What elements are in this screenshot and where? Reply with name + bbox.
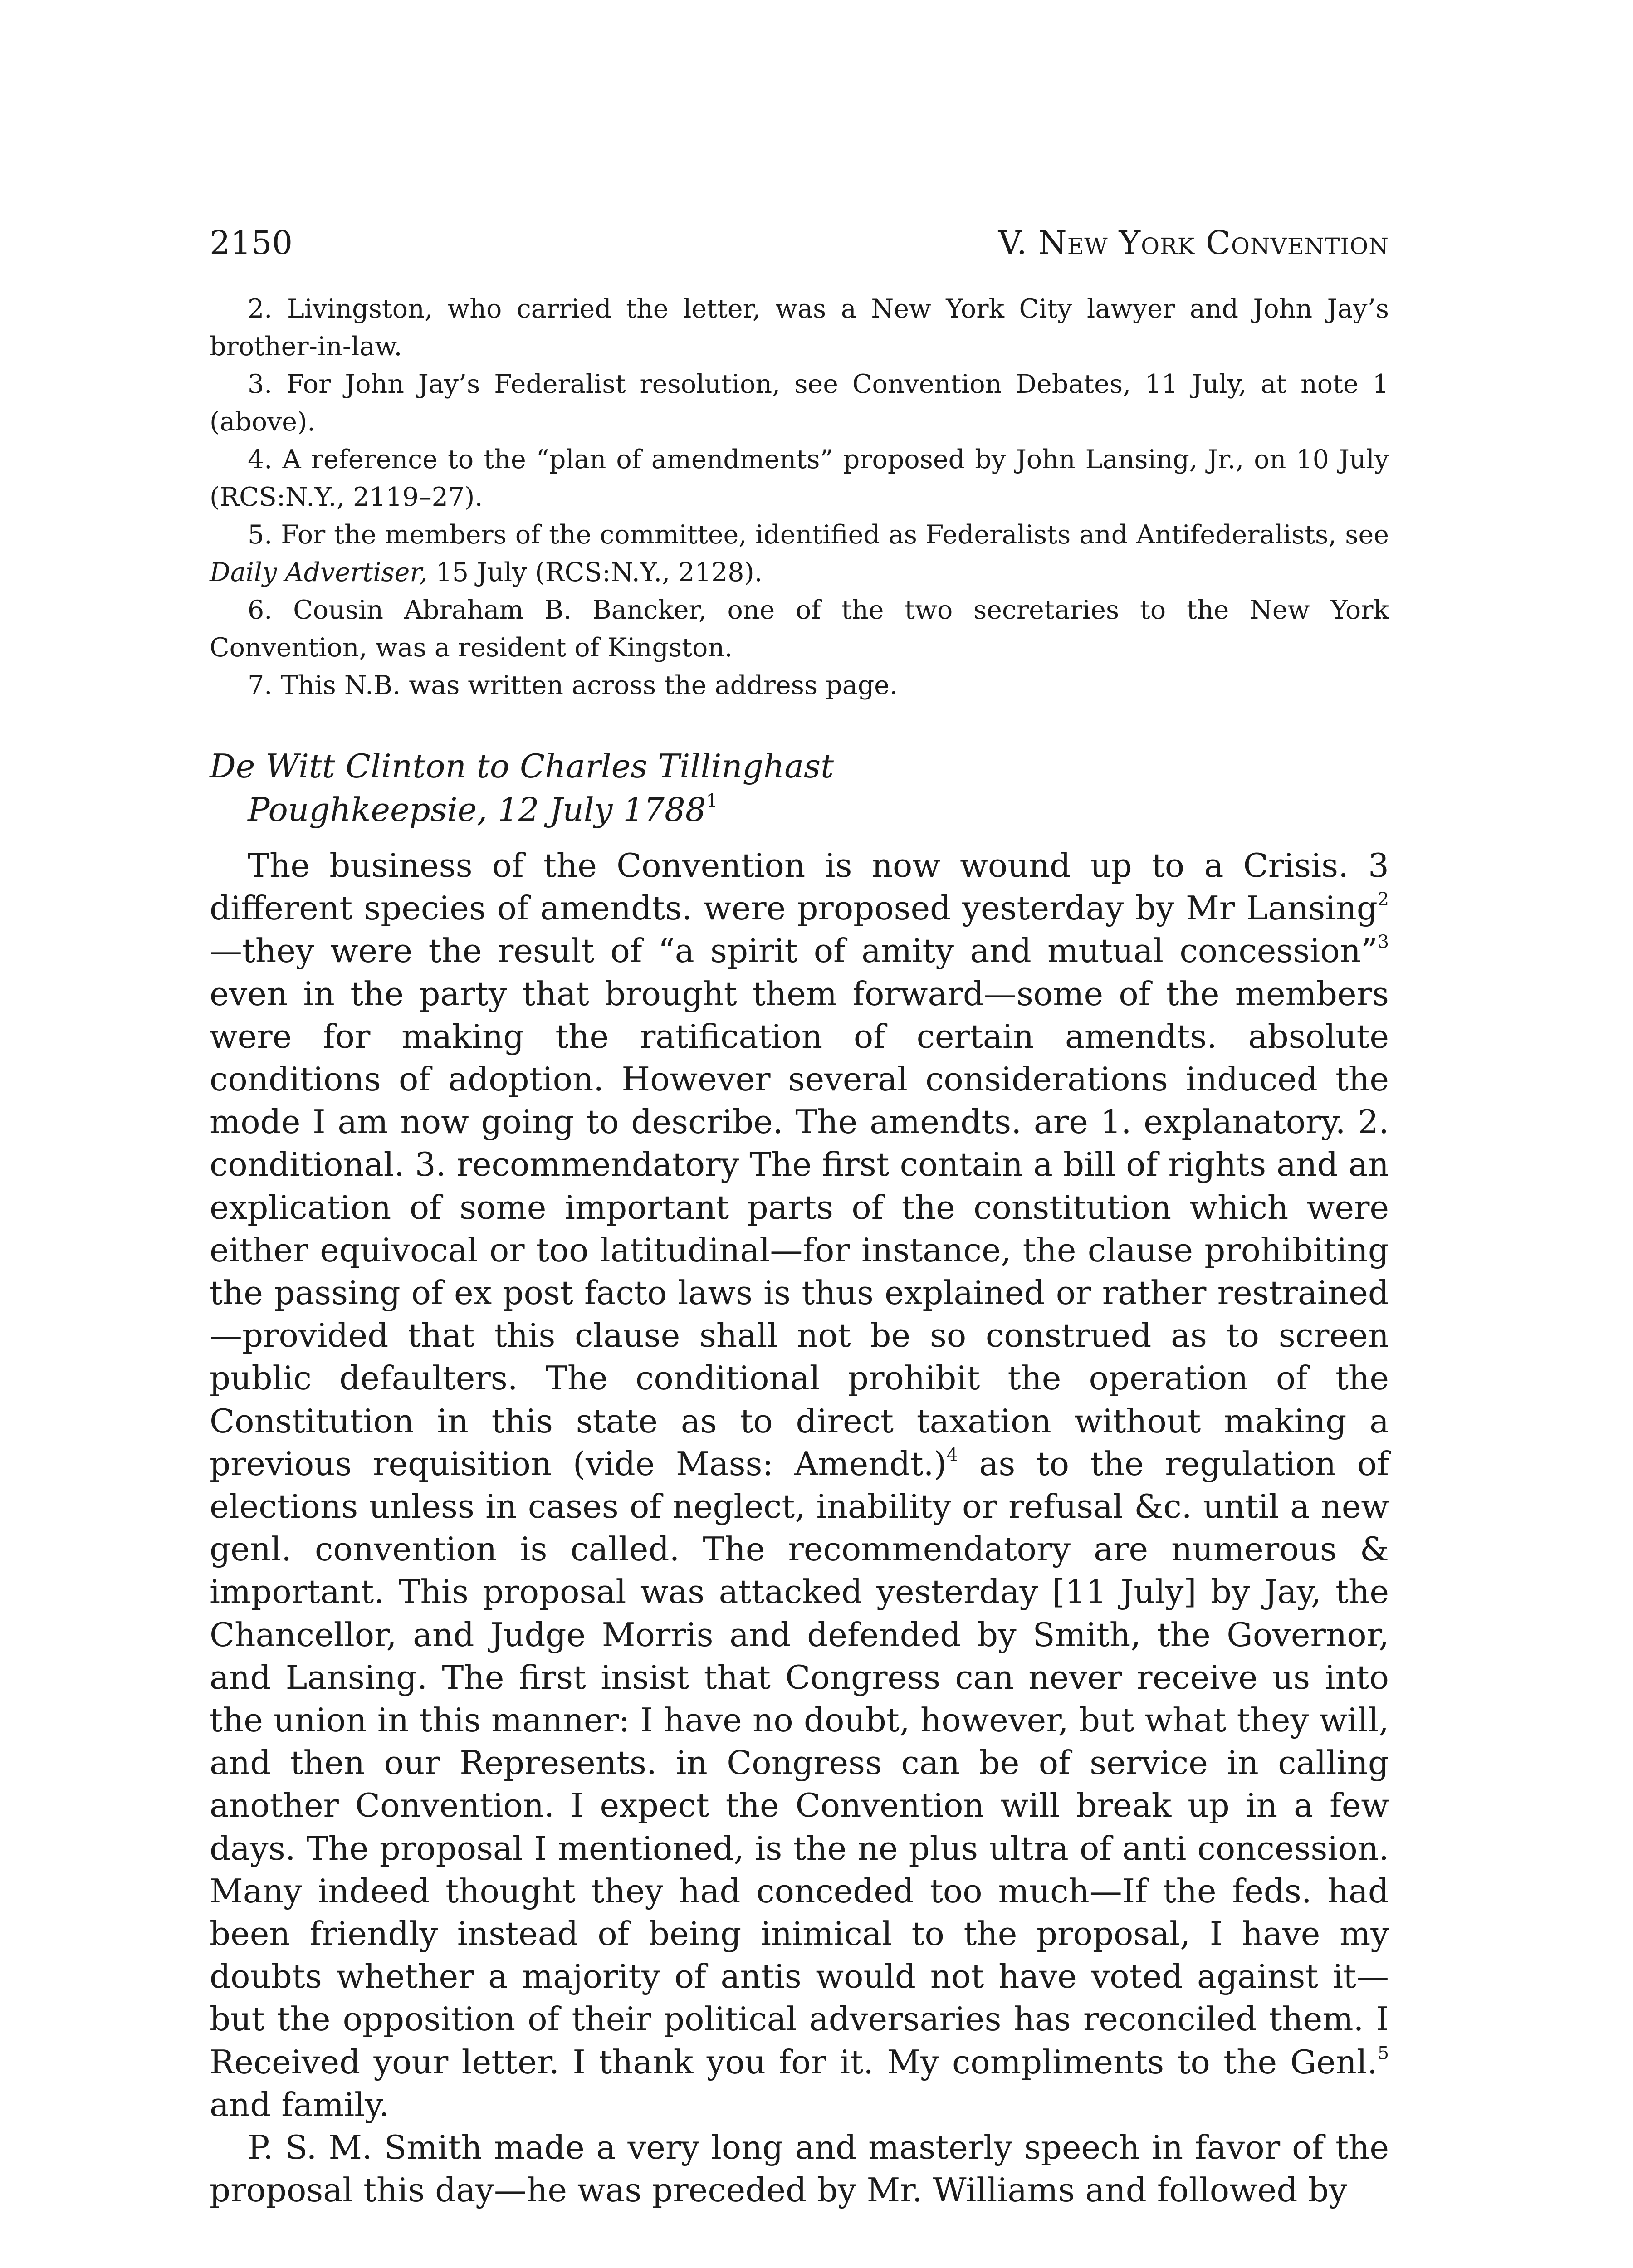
footnotes — [210, 290, 1389, 704]
footnote-number: 3. — [248, 369, 273, 399]
paragraph-text: —they were the result of “a spirit of amity and mutual concession” — [210, 932, 1378, 970]
note-reference: 1 — [706, 790, 718, 811]
paragraph-text: even in the party that brought them forward—some of the members were for making the ratification of certain amendts. absolute conditions of adoption. However several considerations induced the mode I am now going to describe. The amendts. are 1. explanatory. 2. conditional. 3. recommendatory The first contain a bill of rights and an explication of some important parts of the constitution which were either equivocal or too latitudinal—for instance, the clause prohibiting the passing of ex post facto laws is thus explained or rather restrained—provided that this clause shall not be so construed as to screen public defaulters. The conditional prohibit the operation of the Constitution in this state as to direct taxation without making a previous requisition (vide Mass: Amendt.) — [210, 974, 1389, 1483]
note-reference: 2 — [1377, 889, 1389, 910]
document-dateline — [210, 788, 1389, 831]
letter-body — [210, 844, 1389, 2212]
footnote — [210, 290, 1389, 366]
section-title: V. New York Convention — [998, 224, 1389, 262]
footnote-number: 6. — [248, 595, 273, 625]
footnote-text: For the members of the committee, identified as Federalists and Antifederalists, see — [281, 520, 1389, 550]
footnote-publication-title: Daily Advertiser, — [210, 557, 428, 587]
note-reference: 5 — [1377, 2043, 1389, 2064]
footnote-number: 7. — [248, 670, 273, 700]
footnote-number: 5. — [248, 520, 273, 550]
footnote — [210, 591, 1389, 667]
page-number: 2150 — [210, 224, 293, 262]
footnote — [210, 667, 1389, 704]
footnote — [210, 516, 1389, 591]
footnote-number: 4. — [248, 445, 273, 474]
document-heading — [210, 744, 1389, 831]
paragraph-text: and family. — [210, 2085, 390, 2124]
paragraph-text: The business of the Convention is now wound up to a Crisis. 3 different species of amendts. were proposed yesterday by Mr Lansing — [210, 846, 1389, 928]
note-reference: 4 — [946, 1444, 958, 1466]
footnote-number: 2. — [248, 294, 273, 324]
running-head — [210, 218, 1389, 268]
footnote-text: Cousin Abraham B. Bancker, one of the two secretaries to the New York Convention, was a resident of Kingston. — [210, 595, 1389, 663]
footnote — [210, 366, 1389, 441]
dateline-text: Poughkeepsie, 12 July 1788 — [248, 791, 706, 829]
footnote — [210, 441, 1389, 516]
footnote-text: For John Jay’s Federalist resolution, see Convention Debates, 11 July, at note 1 (above). — [210, 369, 1389, 437]
footnote-text: A reference to the “plan of amendments” proposed by John Lansing, Jr., on 10 July (RCS:N.Y., 2119–27). — [210, 445, 1389, 512]
postscript-paragraph: P. S. M. Smith made a very long and masterly speech in favor of the proposal this day—he was preceded by Mr. Williams and followed by — [210, 2128, 1389, 2209]
footnote-text: This N.B. was written across the address page. — [280, 670, 898, 700]
paragraph-text: as to the regulation of elections unless in cases of neglect, inability or refusal &c. until a new genl. convention is called. The recommendatory are numerous & important. This proposal was attacked yesterday [11 July] by Jay, the Chancellor, and Judge Morris and defended by Smith, the Governor, and Lansing. The first insist that Congress can never receive us into the union in this manner: I have no doubt, however, but what they will, and then our Represents. in Congress can be of service in calling another Convention. I expect the Convention will break up in a few days. The proposal I mentioned, is the ne plus ultra of anti concession. Many indeed thought they had conceded too much—If the feds. had been friendly instead of being inimical to the proposal, I have my doubts whether a majority of antis would not have voted against it—but the opposition of their political adversaries has reconciled them. I Received your letter. I thank you for it. My compliments to the Genl. — [210, 1444, 1389, 2081]
book-page — [210, 218, 1389, 2212]
note-reference: 3 — [1377, 931, 1389, 953]
document-title: De Witt Clinton to Charles Tillinghast — [210, 747, 834, 785]
footnote-text: 15 July (RCS:N.Y., 2128). — [427, 557, 763, 587]
footnote-text: Livingston, who carried the letter, was a New York City lawyer and John Jay’s brother-in-law. — [210, 294, 1389, 362]
letter-paragraph — [210, 844, 1389, 2126]
